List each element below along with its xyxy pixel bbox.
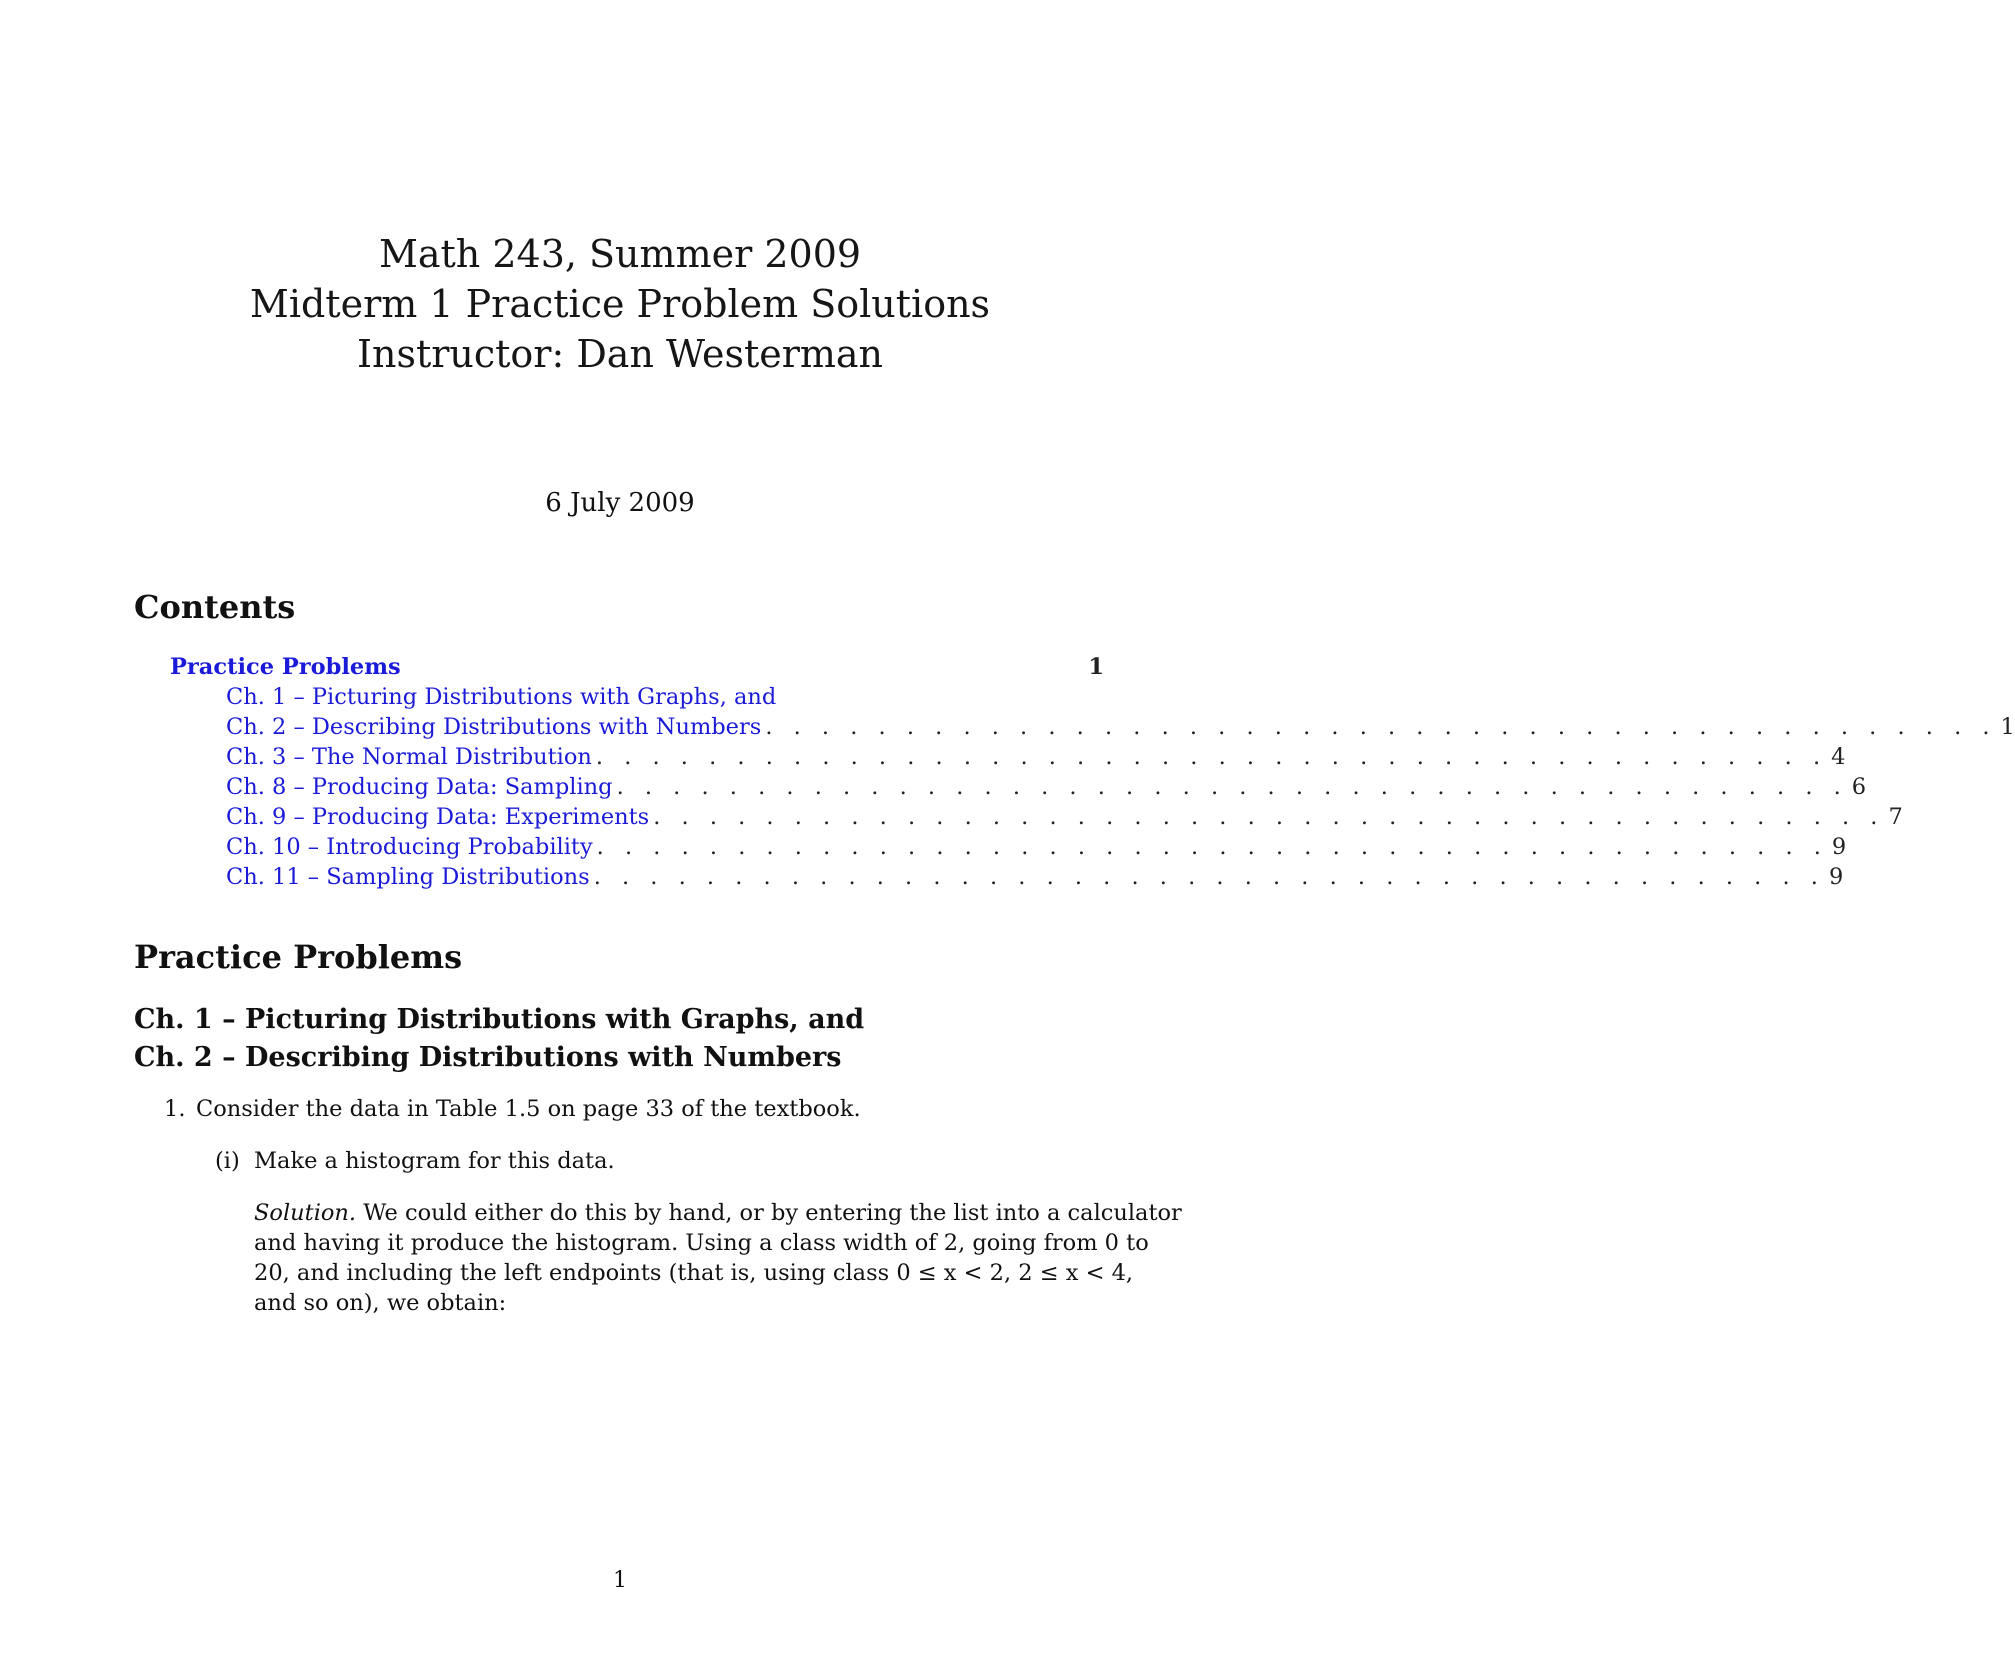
solution-line-4: and so on), we obtain: <box>254 1290 507 1316</box>
problem-number: 1. <box>164 1096 186 1122</box>
toc-entry-ch3[interactable] <box>226 744 1846 774</box>
toc-leader-dots: . . . . . . . . . . . . . . . . . . . . . . . . . . . . . . . . . . . . . . . . . . . . <box>765 714 1997 740</box>
toc-entry-label[interactable]: Ch. 1 – Picturing Distributions with Graphs, and <box>226 684 777 710</box>
solution-line-3: 20, and including the left endpoints (that is, using class 0 ≤ x < 2, 2 ≤ x < 4, <box>254 1260 1134 1286</box>
toc-entry-label[interactable]: Ch. 9 – Producing Data: Experiments <box>226 804 650 830</box>
solution-label: Solution. <box>254 1200 357 1226</box>
toc-entry-ch11[interactable] <box>226 864 1844 894</box>
page-number: 1 <box>613 1568 627 1593</box>
toc-entry-page: 4 <box>1831 744 1846 770</box>
toc-leader-dots: . . . . . . . . . . . . . . . . . . . . . . . . . . . . . . . . . . . . . . . . . . . . <box>616 774 1848 800</box>
toc-entry-ch9[interactable] <box>226 804 1903 834</box>
toc-entry-label[interactable]: Ch. 8 – Producing Data: Sampling <box>226 774 613 800</box>
toc-entry-ch2[interactable] <box>226 714 2015 744</box>
part-label: (i) <box>215 1148 240 1174</box>
toc-leader-dots: . . . . . . . . . . . . . . . . . . . . . . . . . . . . . . . . . . . . . . . . . . . . <box>593 864 1825 890</box>
course-title: Math 243, Summer 2009 <box>378 232 862 276</box>
toc-leader-dots: . . . . . . . . . . . . . . . . . . . . . . . . . . . . . . . . . . . . . . . . . . . . <box>595 744 1828 770</box>
toc-entry-label[interactable]: Ch. 11 – Sampling Distributions <box>226 864 590 890</box>
subsection-heading-line1: Ch. 1 – Picturing Distributions with Graphs, and <box>134 1004 865 1035</box>
toc-entry-page: 1 <box>1088 654 1104 680</box>
toc-entry-label[interactable]: Ch. 3 – The Normal Distribution <box>226 744 592 770</box>
instructor-line: Instructor: Dan Westerman <box>356 332 884 376</box>
toc-entry-page: 7 <box>1888 804 1903 830</box>
toc-entry-page: 9 <box>1828 864 1844 890</box>
solution-line-2: and having it produce the histogram. Using a class width of 2, going from 0 to <box>254 1230 1149 1256</box>
toc-entry-page: 9 <box>1831 834 1847 860</box>
toc-entry-page: 6 <box>1851 774 1867 800</box>
document-date: 6 July 2009 <box>545 488 695 518</box>
toc-leader-dots: . . . . . . . . . . . . . . . . . . . . . . . . . . . . . . . . . . . . . . . . . . . . <box>596 834 1828 860</box>
section-heading: Practice Problems <box>134 938 463 976</box>
toc-leader-dots: . . . . . . . . . . . . . . . . . . . . . . . . . . . . . . . . . . . . . . . . . . . . <box>653 804 1885 830</box>
toc-entry-label[interactable]: Practice Problems <box>170 654 401 680</box>
part-text: Make a histogram for this data. <box>254 1148 615 1174</box>
toc-entry-ch8[interactable] <box>226 774 1867 804</box>
subsection-heading-line2: Ch. 2 – Describing Distributions with Numbers <box>134 1042 842 1073</box>
toc-entry-ch10[interactable] <box>226 834 1847 864</box>
document-title: Midterm 1 Practice Problem Solutions <box>249 282 991 326</box>
problem-text: Consider the data in Table 1.5 on page 33 of the textbook. <box>196 1096 861 1122</box>
toc-entry-label[interactable]: Ch. 10 – Introducing Probability <box>226 834 593 860</box>
toc-entry-label[interactable]: Ch. 2 – Describing Distributions with Numbers <box>226 714 762 740</box>
toc-entry-page: 1 <box>2000 714 2015 740</box>
solution-line-1: We could either do this by hand, or by entering the list into a calculator <box>363 1200 1182 1226</box>
solution-paragraph <box>254 1198 1182 1318</box>
contents-heading: Contents <box>134 588 296 626</box>
toc-entry-practice-problems[interactable] <box>170 654 1104 684</box>
toc-entry-ch1[interactable] <box>226 684 1104 714</box>
